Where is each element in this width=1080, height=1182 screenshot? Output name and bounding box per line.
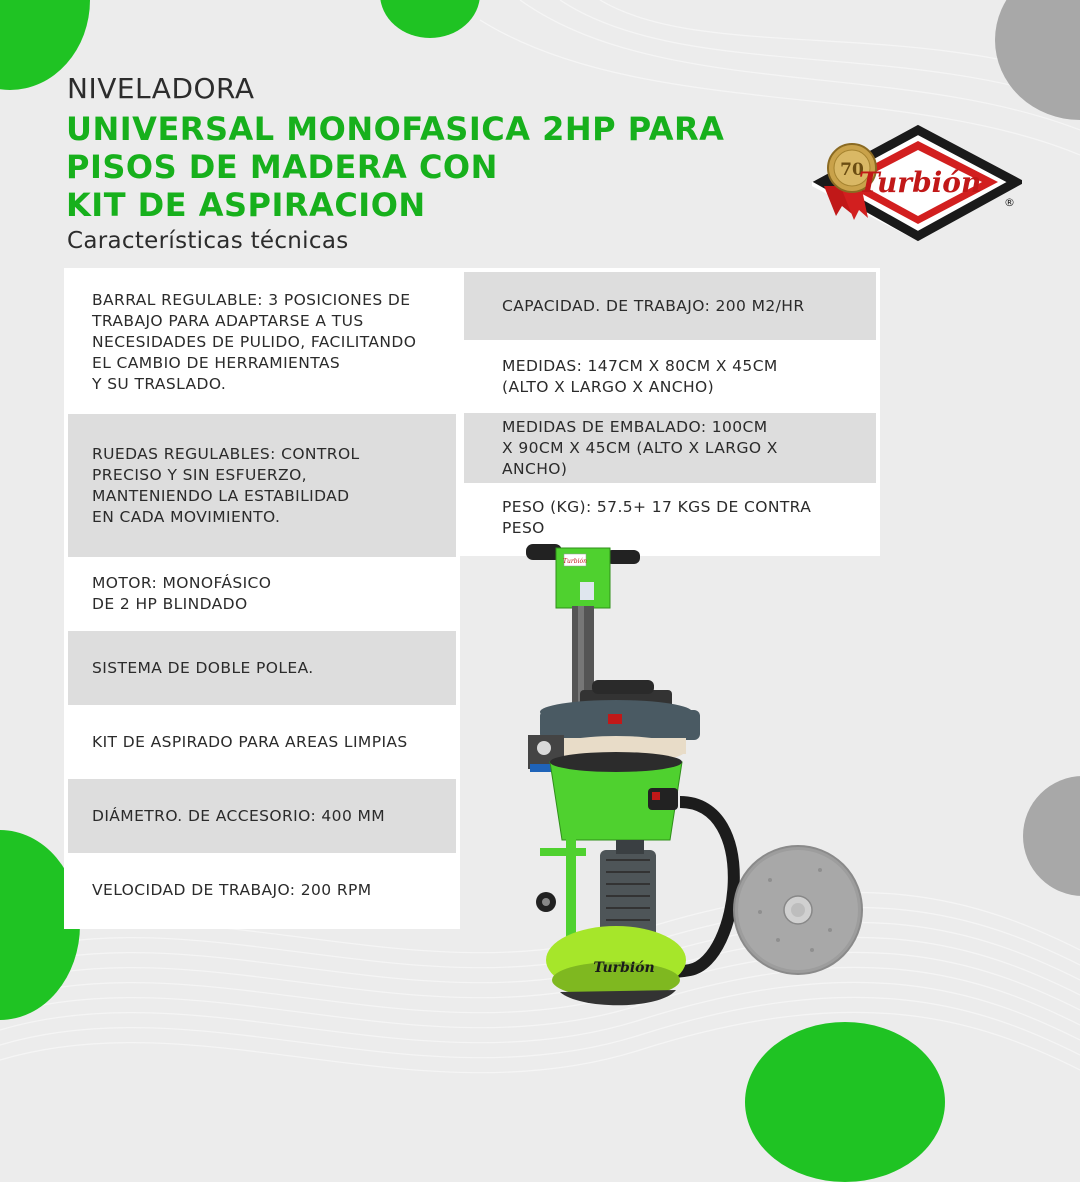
decor-circle-green <box>745 1022 945 1182</box>
spec-item <box>68 557 456 631</box>
specs-table-right <box>460 268 880 556</box>
specs-table-left <box>64 268 460 929</box>
handle-brand-plate: Turbión <box>563 558 587 565</box>
brand-logo <box>812 124 1022 242</box>
spec-item <box>68 414 456 557</box>
spec-item <box>68 631 456 705</box>
spec-item <box>68 705 456 779</box>
spec-item <box>464 272 876 340</box>
section-subtitle: Características técnicas <box>67 228 349 254</box>
floor-sander-illustration <box>520 540 880 1020</box>
spec-item <box>464 413 876 483</box>
spec-text: MEDIDAS DE EMBALADO: 100CM X 90CM X 45CM (ALTO X LARGO X ANCHO) <box>502 417 778 478</box>
spec-text: MOTOR: MONOFÁSICO DE 2 HP BLINDADO <box>92 574 272 613</box>
product-category: NIVELADORA <box>67 72 255 105</box>
spec-item <box>68 779 456 853</box>
spec-text: KIT DE ASPIRADO PARA AREAS LIMPIAS <box>92 732 408 751</box>
anniversary-number: 70 <box>840 160 864 180</box>
product-title-line: PISOS DE MADERA CON <box>66 148 498 186</box>
brand-name: Turbión <box>858 166 982 199</box>
spec-item <box>68 853 456 927</box>
spec-text: CAPACIDAD. DE TRABAJO: 200 M2/HR <box>502 296 805 315</box>
spec-text: BARRAL REGULABLE: 3 POSICIONES DE TRABAJO PARA ADAPTARSE A TUS NECESIDADES DE PULIDO, FACILITANDO EL CAMBIO DE HERRAMIENTAS Y SU TRASLADO. <box>92 291 417 393</box>
spec-item <box>68 272 456 413</box>
spec-text: PESO (KG): 57.5+ 17 KGS DE CONTRA PESO <box>502 498 812 537</box>
base-brand-label: Turbión <box>593 960 655 976</box>
spec-item <box>464 340 876 413</box>
registered-mark: ® <box>1004 196 1015 209</box>
product-title-line: UNIVERSAL MONOFASICA 2HP PARA <box>66 110 725 148</box>
spec-text: DIÁMETRO. DE ACCESORIO: 400 MM <box>92 806 386 825</box>
spec-text: MEDIDAS: 147CM X 80CM X 45CM (ALTO X LARGO X ANCHO) <box>502 356 778 396</box>
spec-text: RUEDAS REGULABLES: CONTROL PRECISO Y SIN ESFUERZO, MANTENIENDO LA ESTABILIDAD EN CADA MOVIMIENTO. <box>92 444 360 526</box>
product-title <box>66 110 786 224</box>
spec-text: VELOCIDAD DE TRABAJO: 200 RPM <box>92 880 372 899</box>
product-title-line: KIT DE ASPIRACION <box>66 186 426 224</box>
spec-text: SISTEMA DE DOBLE POLEA. <box>92 658 314 677</box>
